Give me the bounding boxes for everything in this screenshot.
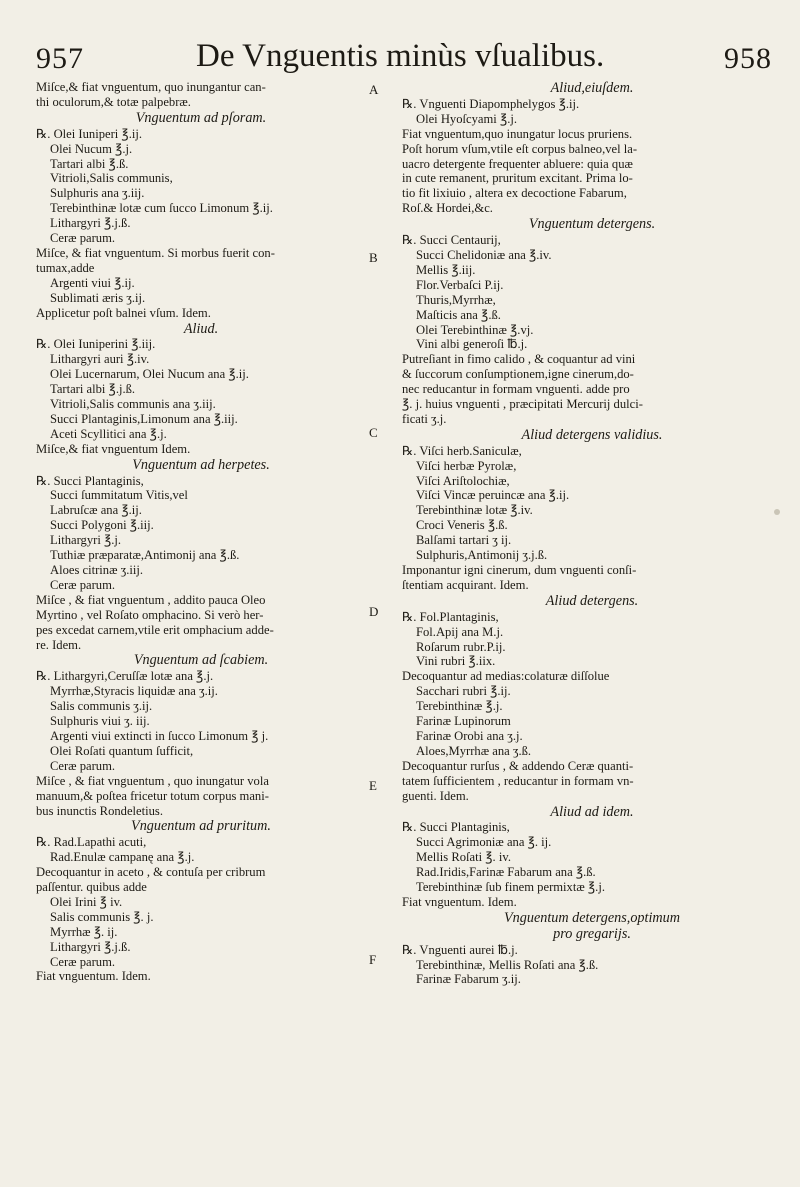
page-number-left: 957: [36, 42, 84, 75]
right-column-line: tatem ſufficientem , reducantur in formam vn-: [402, 773, 634, 788]
right-column-heading: pro gregarijs.: [553, 925, 631, 942]
left-column-line: re. Idem.: [36, 637, 82, 652]
right-column-heading: Aliud ad idem.: [550, 803, 634, 820]
right-column-line: ℞. Vnguenti Diapomphelygos ℥.ij.: [402, 96, 580, 111]
left-column-line: Labruſcæ ana ℥.ij.: [50, 503, 142, 518]
left-column-line: pes excedat carnem,vtile erit omphacium adde-: [36, 622, 274, 637]
left-column-heading: Vnguentum ad pruritum.: [131, 818, 271, 835]
left-column-line: Rad.Enulæ campanę ana ℥.j.: [50, 850, 195, 865]
left-column-line: Sublimati æris ʒ.ij.: [50, 290, 146, 305]
right-column-line: ſtentiam acquirant. Idem.: [402, 577, 529, 592]
left-column-line: thi oculorum,& totæ palpebræ.: [36, 94, 191, 109]
left-column-line: Myrrhæ,Styracis liquidæ ana ʒ.ij.: [50, 684, 218, 699]
right-column-line: Decoquantur ad medias:colaturæ diſſolue: [402, 669, 610, 684]
left-column-heading: Vnguentum ad herpetes.: [132, 456, 270, 473]
left-column-line: tumax,adde: [36, 260, 95, 275]
right-column-line: Roſarum rubr.P.ij.: [416, 639, 506, 654]
left-column-line: Aceti Scyllitici ana ℥.j.: [50, 426, 167, 441]
right-column-line: Succi Agrimoniæ ana ℥. ij.: [416, 835, 552, 850]
left-column-line: Tartari albi ℥.ß.: [50, 156, 129, 171]
right-column-line: guenti. Idem.: [402, 788, 469, 803]
right-column-line: Farinæ Lupinorum: [416, 714, 511, 729]
right-column-line: Terebinthinæ lotæ ℥.iv.: [416, 503, 533, 518]
right-column-line: ℥. j. huius vnguenti , præcipitati Mercurij dulci-: [402, 397, 643, 412]
left-column-line: Lithargyri ℥.j.ß.: [50, 216, 131, 231]
left-column-line: ℞. Olei Iuniperi ℥.ij.: [36, 126, 143, 141]
right-column-line: Sulphuris,Antimonij ʒ.j.ß.: [416, 548, 548, 563]
right-column-line: Mellis Roſati ℥. iv.: [416, 850, 511, 865]
left-column-line: Terebinthinæ lotæ cum ſucco Limonum ℥.ij.: [50, 201, 273, 216]
margin-letter-a: A: [369, 82, 379, 97]
right-column-line: Olei Terebinthinæ ℥.vj.: [416, 322, 534, 337]
right-column-line: ℞. Succi Plantaginis,: [402, 820, 510, 835]
right-column-line: Thuris,Myrrhæ,: [416, 292, 496, 307]
right-column-line: Farinæ Orobi ana ʒ.j.: [416, 728, 523, 743]
right-column-line: Balſami tartari ʒ ij.: [416, 533, 512, 548]
right-column-line: ℞. Fol.Plantaginis,: [402, 609, 499, 624]
right-column-line: Sacchari rubri ℥.ij.: [416, 684, 511, 699]
right-column-line: Viſci herbæ Pyrolæ,: [416, 458, 517, 473]
right-column-heading: Aliud,eiuſdem.: [550, 80, 634, 96]
left-column-line: Miſce, & fiat vnguentum. Si morbus fuerit con-: [36, 245, 275, 260]
left-column-line: Lithargyri auri ℥.iv.: [50, 352, 150, 367]
page-header: [36, 38, 772, 78]
right-column-line: Putreſiant in fimo calido , & coquantur ad vini: [402, 352, 636, 367]
left-column-line: Succi Polygoni ℥.iij.: [50, 518, 154, 533]
right-column-line: nec reducantur in formam vnguenti. adde pro: [402, 382, 630, 397]
ink-blot: [774, 509, 780, 515]
left-column-line: Olei Nucum ℥.j.: [50, 141, 133, 156]
left-column-heading: Vnguentum ad ſcabiem.: [133, 652, 269, 669]
right-column-line: Fiat vnguentum,quo inungatur locus pruriens.: [402, 126, 633, 141]
right-column-line: uacro detergente frequenter abluere: quia quæ: [402, 156, 633, 171]
left-column-line: Applicetur poſt balnei vſum. Idem.: [36, 305, 211, 320]
right-column-line: Rad.Iridis,Farinæ Fabarum ana ℥.ß.: [416, 865, 596, 880]
right-column-line: Terebinthinæ ſub finem permixtæ ℥.j.: [416, 880, 605, 895]
right-column-line: Vini albi generoſi ℔.j.: [416, 337, 528, 352]
margin-letter-c: C: [369, 425, 378, 440]
right-column-line: Vini rubri ℥.iix.: [416, 654, 496, 669]
right-column-line: Mellis ℥.iij.: [416, 262, 476, 277]
left-column-line: ℞. Lithargyri,Ceruſſæ lotæ ana ℥.j.: [36, 669, 214, 684]
left-column-line: ℞. Olei Iuniperini ℥.iij.: [36, 337, 156, 352]
right-column-line: Croci Veneris ℥.ß.: [416, 518, 508, 533]
right-column-heading: Aliud detergens validius.: [521, 426, 663, 443]
left-column-line: Myrtino , vel Roſato omphacino. Si verò her-: [36, 607, 264, 622]
left-column-line: Lithargyri ℥.j.: [50, 533, 122, 548]
right-column-line: Terebinthinæ, Mellis Roſati ana ℥.ß.: [416, 957, 599, 972]
left-column-line: Sulphuris viui ʒ. iij.: [50, 714, 150, 729]
left-column-line: Vitrioli,Salis communis ana ʒ.iij.: [50, 397, 216, 412]
right-column-line: Viſci Vincæ peruincæ ana ℥.ij.: [416, 488, 570, 503]
left-column-line: Vitrioli,Salis communis,: [50, 171, 173, 186]
right-column-heading: Vnguentum detergens,optimum: [504, 909, 680, 926]
right-column-line: Fol.Apij ana M.j.: [416, 624, 504, 639]
right-column-line: Flor.Verbaſci P.ij.: [416, 277, 504, 292]
left-column-line: Olei Lucernarum, Olei Nucum ana ℥.ij.: [50, 367, 249, 382]
right-column-line: Succi Chelidoniæ ana ℥.iv.: [416, 247, 552, 262]
left-column-line: Ceræ parum.: [50, 954, 116, 969]
right-column-line: ℞. Vnguenti aurei ℔.j.: [402, 942, 518, 957]
left-column-line: Argenti viui ℥.ij.: [50, 275, 135, 290]
left-column-line: Tuthiæ præparatæ,Antimonij ana ℥.ß.: [50, 548, 240, 563]
right-column-line: Roſ.& Hordei,&c.: [402, 201, 493, 216]
left-column-line: Succi Plantaginis,Limonum ana ℥.iij.: [50, 411, 238, 426]
right-column-line: tio fit lixiuio , altera ex decoctione Fabarum,: [402, 186, 627, 201]
right-column-line: Decoquantur rurſus , & addendo Ceræ quanti-: [402, 758, 634, 773]
left-column-line: Aloes citrinæ ʒ.iij.: [50, 563, 144, 577]
left-column-line: Myrrhæ ℥. ij.: [50, 924, 118, 939]
left-column-line: Miſce,& fiat vnguentum Idem.: [36, 441, 191, 456]
left-column-line: ℞. Rad.Lapathi acuti,: [36, 835, 147, 850]
left-column-heading: Aliud.: [183, 320, 219, 337]
right-column-line: Maſticis ana ℥.ß.: [416, 307, 501, 322]
running-title: De Vnguentis minùs vſualibus.: [196, 38, 605, 74]
right-column-line: ℞. Viſci herb.Saniculæ,: [402, 443, 522, 458]
right-column: [402, 80, 782, 987]
left-column-heading: Vnguentum ad pſoram.: [135, 109, 267, 126]
left-column-line: Ceræ parum.: [50, 577, 116, 592]
margin-letter-d: D: [369, 604, 379, 619]
left-column-line: Ceræ parum.: [50, 231, 116, 246]
right-column-line: & ſuccorum conſumptionem,igne cinerum,do-: [402, 367, 634, 382]
left-column: [36, 80, 366, 984]
left-column-line: Miſce , & fiat vnguentum , addito pauca Oleo: [36, 592, 266, 607]
right-column-line: ℞. Succi Centaurij,: [402, 233, 501, 248]
right-column-heading: Vnguentum detergens.: [528, 216, 656, 233]
left-column-line: Lithargyri ℥.j.ß.: [50, 939, 131, 954]
margin-letter-f: F: [369, 952, 377, 967]
right-column-line: Fiat vnguentum. Idem.: [402, 894, 517, 909]
left-column-line: manuum,& poſtea fricetur totum corpus mani-: [36, 788, 269, 803]
right-column-line: Olei Hyoſcyami ℥.j.: [416, 111, 518, 126]
left-column-line: Sulphuris ana ʒ.iij.: [50, 186, 145, 201]
left-column-line: bus inunctis Rondeletius.: [36, 803, 163, 818]
left-column-line: Miſce , & fiat vnguentum , quo inungatur vola: [36, 773, 269, 788]
left-column-line: Fiat vnguentum. Idem.: [36, 969, 151, 984]
left-column-line: paſſentur. quibus adde: [36, 880, 147, 895]
left-column-line: Salis communis ʒ.ij.: [50, 699, 153, 714]
right-column-line: Imponantur igni cinerum, dum vnguenti conſi-: [402, 563, 637, 577]
left-column-line: Succi ſummitatum Vitis,vel: [50, 488, 188, 503]
right-column-line: Poſt horum vſum,vtile eſt corpus balneo,vel la-: [402, 141, 638, 156]
page-number-right: 958: [724, 42, 772, 75]
left-column-line: Olei Roſati quantum ſufficit,: [50, 743, 194, 758]
left-column-line: ℞. Succi Plantaginis,: [36, 473, 144, 488]
right-column-line: ficati ʒ.j.: [402, 411, 447, 426]
left-column-line: Decoquantur in aceto , & contuſa per cribrum: [36, 865, 266, 880]
left-column-line: Ceræ parum.: [50, 758, 116, 773]
left-column-line: Salis communis ℥. j.: [50, 909, 154, 924]
right-column-line: Viſci Ariſtolochiæ,: [416, 473, 510, 488]
left-column-line: Olei Irini ℥ iv.: [50, 894, 123, 909]
right-column-line: in cute remanent, pruritum excitant. Prima lo-: [402, 171, 633, 186]
right-column-line: Terebinthinæ ℥.j.: [416, 699, 503, 714]
left-column-line: Argenti viui extincti in ſucco Limonum ℥ j.: [50, 728, 269, 743]
right-column-line: Farinæ Fabarum ʒ.ij.: [416, 972, 521, 987]
right-column-line: Aloes,Myrrhæ ana ʒ.ß.: [416, 743, 532, 758]
left-column-line: Miſce,& fiat vnguentum, quo inungantur can-: [36, 80, 266, 94]
left-column-line: Tartari albi ℥.j.ß.: [50, 382, 136, 397]
margin-letter-b: B: [369, 250, 378, 265]
margin-letter-e: E: [369, 778, 377, 793]
right-column-heading: Aliud detergens.: [545, 592, 639, 609]
